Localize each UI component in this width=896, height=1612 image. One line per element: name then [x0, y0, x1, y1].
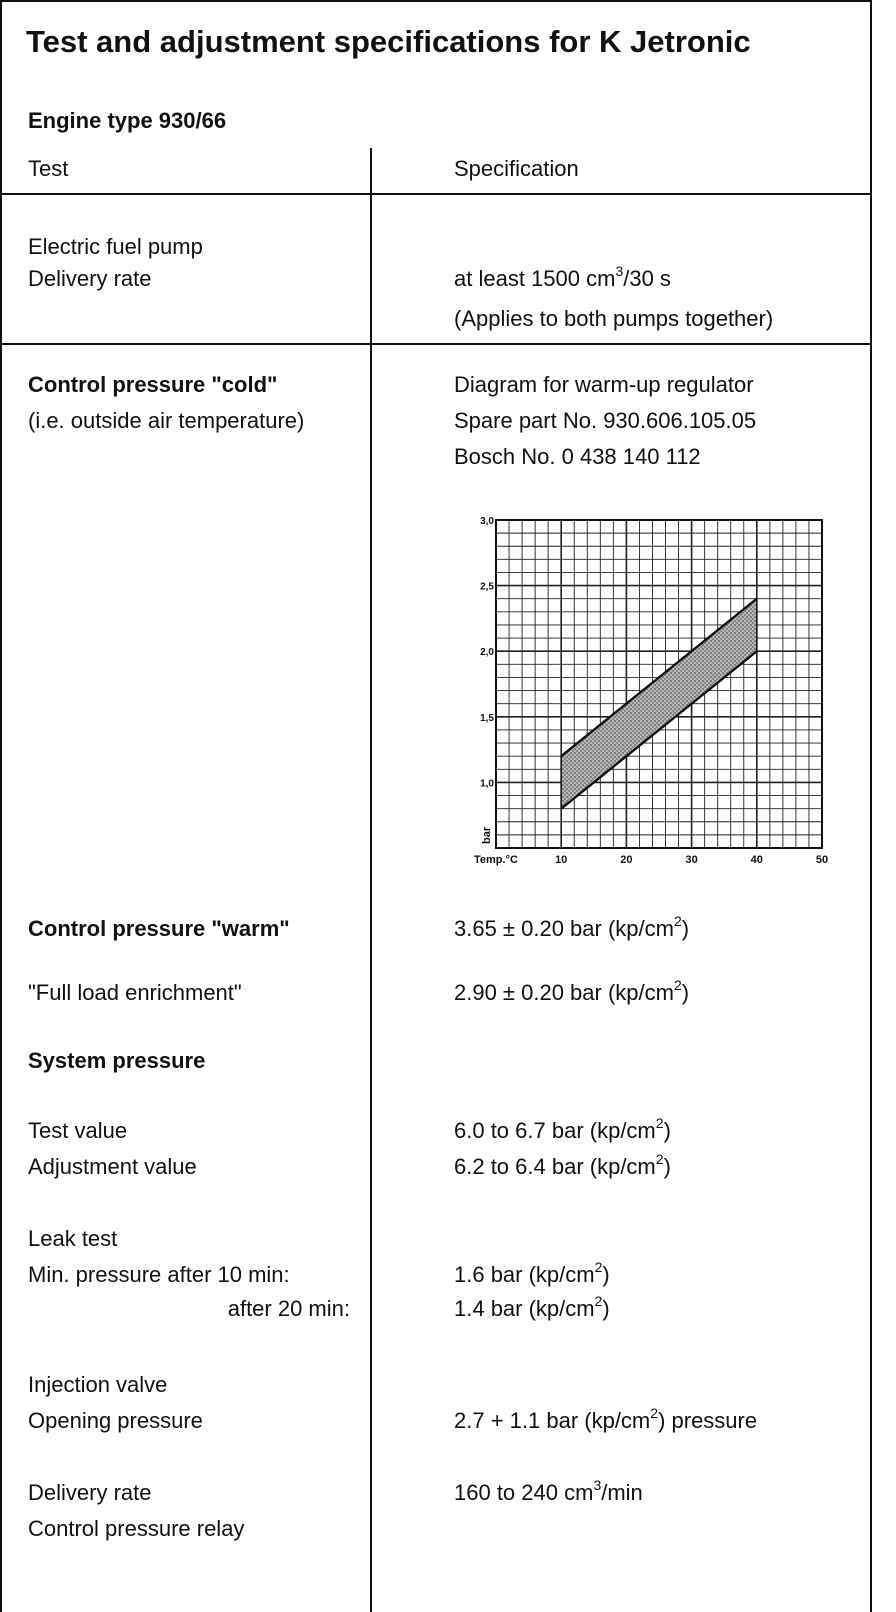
chart-y-axis-label: bar [481, 826, 493, 844]
delivery-rate-label: Delivery rate [28, 1480, 152, 1505]
delivery-rate-value: 160 to 240 $cm^3/\min$ [454, 1476, 643, 1505]
control-cold-spec-diagram: Diagram for warm-up regulator [454, 372, 754, 397]
page-title: Test and adjustment specifications for K Jetronic [26, 24, 751, 59]
chart-x-tick-label: 40 [750, 854, 763, 866]
control-cold-sublabel: (i.e. outside air temperature) [28, 408, 305, 433]
full-load-value: 2.90 ± 0.20 bar $(kp/cm^2)$ [454, 976, 690, 1005]
fuel-pump-delivery-value: at least 1500 $cm^3/30$ s [454, 262, 671, 291]
frame-left-border [0, 0, 2, 1612]
system-adjust-value: 6.2 to 6.4 bar $(kp/cm^2)$ [454, 1150, 671, 1179]
fuel-pump-title: Electric fuel pump [28, 234, 203, 259]
control-cold-label: Control pressure "cold" [28, 372, 278, 397]
chart-x-tick-label: 30 [685, 854, 698, 866]
leak-min20-label: after 20 min: [227, 1296, 350, 1321]
control-cold-spec-bosch: Bosch No. 0 438 140 112 [454, 444, 701, 469]
leak-min20-value: 1.4 bar $(kp/cm^2)$ [454, 1292, 610, 1321]
opening-pressure-value: 2.7 + 1.1 bar $(kp/cm^2)$ pressure [454, 1404, 758, 1433]
header-divider [0, 193, 872, 195]
chart-y-tick-label: 1,5 [480, 712, 494, 724]
leak-test-heading: Leak test [28, 1226, 118, 1251]
chart-y-tick-label: 2,0 [480, 647, 494, 659]
chart-x-tick-label: 10 [555, 854, 568, 866]
frame-top-border [0, 0, 872, 2]
column-divider [370, 148, 372, 1612]
system-test-label: Test value [28, 1118, 128, 1143]
leak-min10-value: 1.6 bar $(kp/cm^2)$ [454, 1258, 610, 1287]
full-load-label: "Full load enrichment" [28, 980, 242, 1005]
opening-pressure-label: Opening pressure [28, 1408, 203, 1433]
frame-right-border [870, 0, 872, 1612]
fuel-pump-note: (Applies to both pumps together) [454, 306, 774, 331]
warm-up-regulator-chart [466, 512, 836, 870]
fuel-pump-delivery-label: Delivery rate [28, 266, 152, 291]
chart-y-tick-label: 1,0 [480, 778, 494, 790]
chart-x-tick-label: 50 [815, 854, 829, 866]
column-header-specification: Specification [454, 156, 579, 181]
column-header-test: Test [28, 156, 69, 181]
system-pressure-heading: System pressure [28, 1048, 206, 1073]
control-pressure-relay-label: Control pressure relay [28, 1516, 245, 1541]
control-warm-label: Control pressure "warm" [28, 916, 290, 941]
chart-x-axis-label: Temp.°C [474, 854, 518, 866]
system-test-value: 6.0 to 6.7 bar $(kp/cm^2)$ [454, 1114, 671, 1143]
system-adjust-label: Adjustment value [28, 1154, 197, 1179]
control-cold-spec-part: Spare part No. 930.606.105.05 [454, 408, 757, 433]
leak-min10-label: Min. pressure after 10 min: [28, 1262, 290, 1287]
chart-y-tick-label: 3,0 [480, 516, 494, 527]
chart-y-tick-label: 2,5 [480, 581, 494, 593]
injection-valve-heading: Injection valve [28, 1372, 168, 1397]
control-warm-value: 3.65 ± 0.20 bar $(kp/cm^2)$ [454, 912, 690, 941]
chart-x-tick-label: 20 [620, 854, 633, 866]
engine-type: Engine type 930/66 [28, 108, 227, 133]
fuel-pump-divider [0, 343, 872, 345]
